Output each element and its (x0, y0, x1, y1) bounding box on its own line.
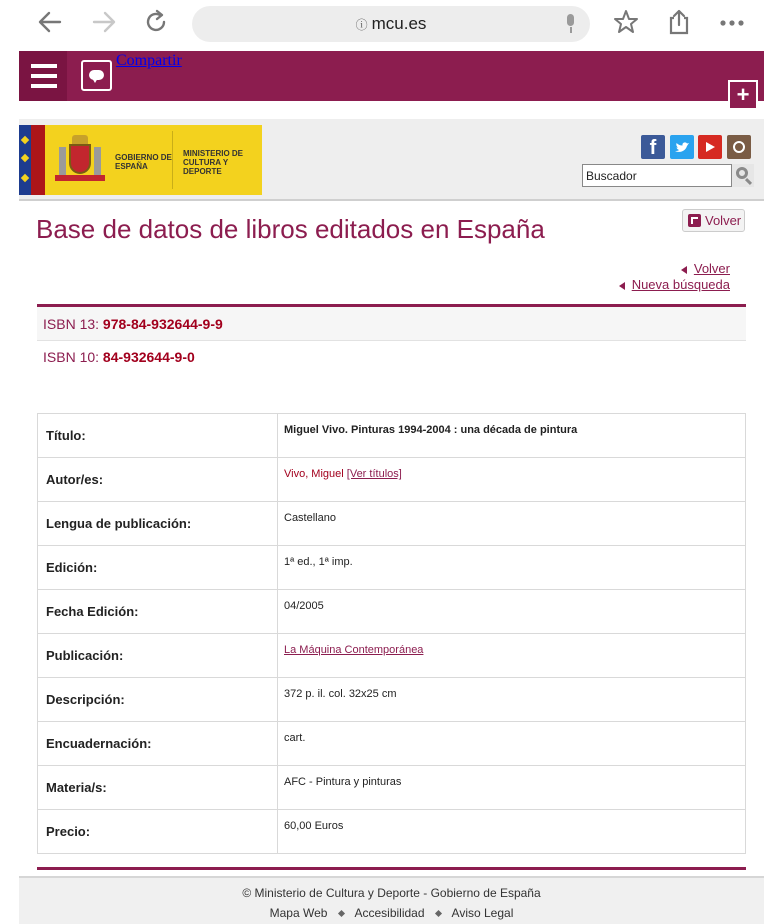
search-input[interactable] (582, 164, 732, 187)
edition-date-value: 04/2005 (278, 590, 746, 634)
language-value: Castellano (278, 502, 746, 546)
logo-text-gobierno: GOBIERNO DE ESPAÑA (115, 153, 172, 171)
hamburger-menu-icon[interactable] (19, 51, 67, 101)
view-titles-link[interactable]: [Ver títulos] (346, 468, 402, 480)
flag-stripe-icon (19, 125, 45, 195)
field-label: Precio: (38, 810, 278, 854)
table-row (38, 678, 746, 722)
ellipsis-icon[interactable] (716, 8, 748, 40)
table-row (38, 502, 746, 546)
subject-value[interactable]: AFC - Pintura y pinturas (278, 766, 746, 810)
table-row (38, 766, 746, 810)
isbn10-row: ISBN 10: 84-932644-9-0 (43, 349, 195, 365)
address-bar[interactable] (192, 6, 590, 42)
back-button[interactable] (682, 209, 745, 232)
ministry-logo[interactable] (19, 125, 262, 195)
table-row (38, 590, 746, 634)
table-row (38, 722, 746, 766)
table-row (38, 458, 746, 502)
binding-value: cart. (278, 722, 746, 766)
field-label: Publicación: (38, 634, 278, 678)
details-table (37, 413, 746, 854)
share-bubble-icon[interactable] (81, 60, 112, 91)
triangle-left-icon (619, 282, 625, 290)
youtube-icon[interactable] (698, 135, 722, 159)
twitter-icon[interactable] (670, 135, 694, 159)
diamond-separator-icon (435, 910, 442, 917)
price-value: 60,00 Euros (278, 810, 746, 854)
field-label: Título: (38, 414, 278, 458)
browser-toolbar (0, 0, 768, 48)
accessibility-link[interactable]: Accesibilidad (354, 906, 425, 920)
url-text: mcu.es (371, 14, 427, 33)
title-value: Miguel Vivo. Pinturas 1994-2004 : una década de pintura (278, 414, 746, 458)
reload-icon[interactable] (140, 8, 172, 40)
field-label: Materia/s: (38, 766, 278, 810)
instagram-icon[interactable] (727, 135, 751, 159)
edition-value: 1ª ed., 1ª imp. (278, 546, 746, 590)
diamond-separator-icon (338, 910, 345, 917)
triangle-left-icon (681, 266, 687, 274)
forward-arrow-icon[interactable] (88, 8, 120, 40)
field-label: Lengua de publicación: (38, 502, 278, 546)
back-link[interactable]: Volver (681, 261, 730, 276)
isbn13-row: ISBN 13: 978-84-932644-9-9 (37, 307, 746, 341)
table-row (38, 546, 746, 590)
book-record (37, 304, 746, 870)
field-label: Fecha Edición: (38, 590, 278, 634)
back-arrow-icon (688, 214, 701, 227)
description-value: 372 p. il. col. 32x25 cm (278, 678, 746, 722)
new-search-link[interactable]: Nueva búsqueda (619, 277, 730, 292)
back-arrow-icon[interactable] (34, 8, 66, 40)
share-link[interactable]: Compartir (116, 52, 182, 69)
page-title: Base de datos de libros editados en España (36, 214, 545, 244)
field-label: Encuadernación: (38, 722, 278, 766)
back-button-label: Volver (705, 213, 742, 228)
field-label: Edición: (38, 546, 278, 590)
copyright-text: © Ministerio de Cultura y Deporte - Gobierno de España (242, 886, 541, 900)
legal-notice-link[interactable]: Aviso Legal (451, 906, 514, 920)
facebook-icon[interactable]: f (641, 135, 665, 159)
isbn13-value: 978-84-932644-9-9 (102, 316, 223, 332)
field-label: Descripción: (38, 678, 278, 722)
logo-text-ministerio: MINISTERIO DE CULTURA Y DEPORTE (183, 149, 244, 176)
expand-plus-button[interactable]: + (728, 80, 758, 110)
site-header (19, 119, 764, 201)
sitemap-link[interactable]: Mapa Web (269, 906, 328, 920)
share-icon[interactable] (663, 8, 695, 40)
author-value[interactable]: Vivo, Miguel (284, 468, 344, 480)
publisher-link[interactable]: La Máquina Contemporánea (284, 644, 424, 656)
table-row (38, 810, 746, 854)
table-row (38, 634, 746, 678)
page-footer (19, 876, 764, 924)
star-icon[interactable] (610, 8, 642, 40)
field-label: Autor/es: (38, 458, 278, 502)
logo-divider (172, 131, 173, 189)
coat-of-arms-icon (55, 135, 105, 187)
isbn10-value: 84-932644-9-0 (102, 349, 195, 365)
search-icon[interactable] (732, 164, 754, 187)
info-icon: ⓘ (355, 18, 368, 32)
microphone-icon[interactable] (564, 14, 576, 34)
table-row (38, 414, 746, 458)
